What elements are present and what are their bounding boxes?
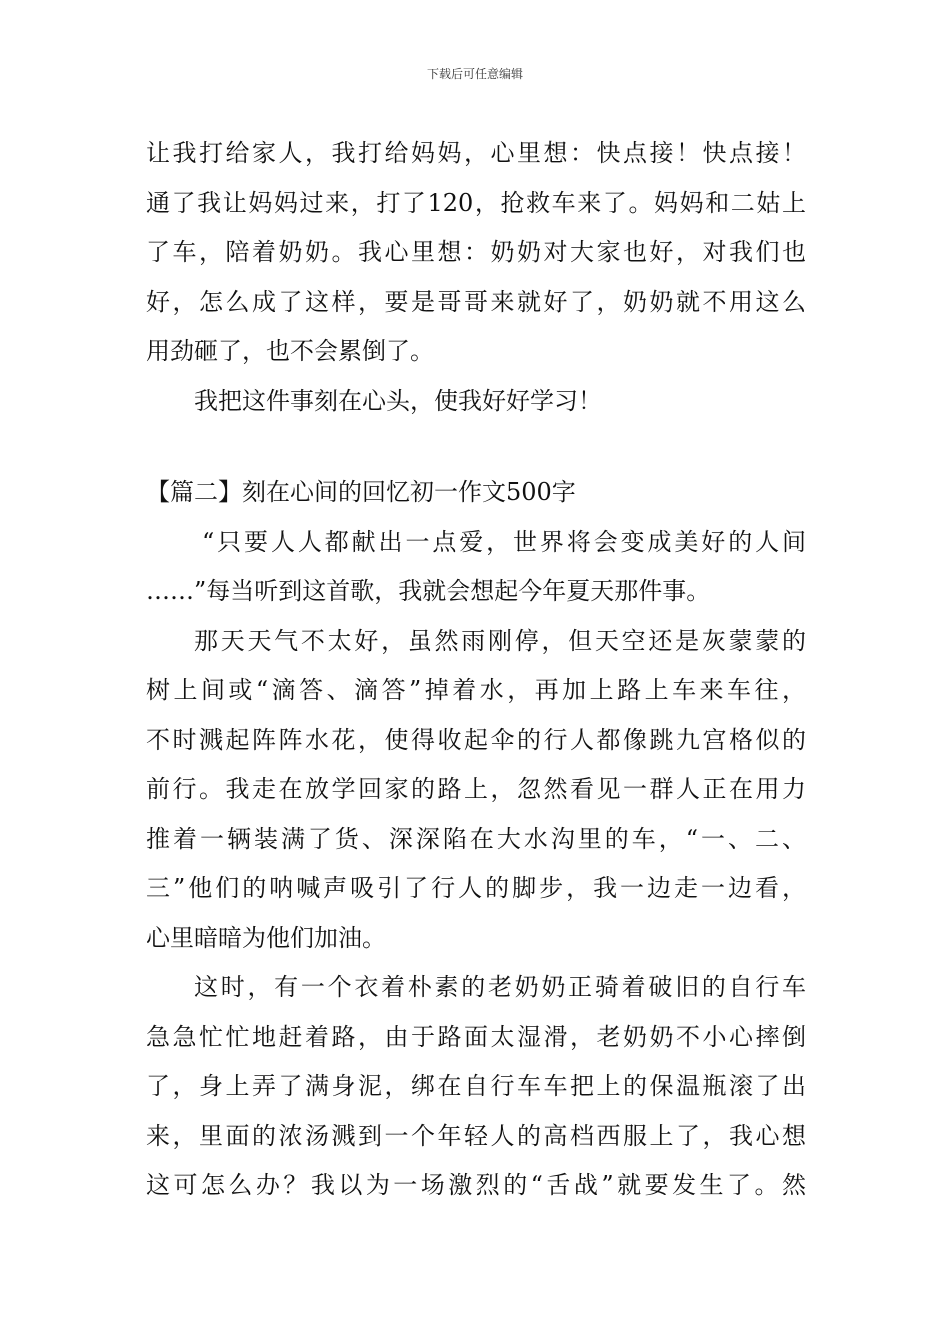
text-line: 不时溅起阵阵水花，使得收起伞的行人都像跳九宫格似的	[146, 725, 806, 754]
text-line: 这可怎么办？我以为一场激烈的“舌战”就要发生了。然	[146, 1171, 806, 1199]
paragraph	[146, 963, 806, 1211]
text-line: 前行。我走在放学回家的路上，忽然看见一群人正在用力	[146, 775, 806, 803]
text-line: 通了我让妈妈过来，打了120，抢救车来了。妈妈和二姑上	[146, 188, 806, 217]
text-line: 心里暗暗为他们加油。	[146, 923, 386, 952]
text-line: “只要人人都献出一点爱，世界将会变成美好的人间	[202, 527, 806, 556]
text-line: 三”他们的呐喊声吸引了行人的脚步，我一边走一边看，	[146, 874, 806, 902]
text-line: 用劲砸了，也不会累倒了。	[146, 337, 434, 365]
text-line: 了，身上弄了满身泥，绑在自行车车把上的保温瓶滚了出	[146, 1072, 806, 1100]
text-line: 我把这件事刻在心头，使我好好学习！	[194, 386, 602, 415]
text-line: 树上间或“滴答、滴答”掉着水，再加上路上车来车往，	[146, 676, 806, 704]
text-line: 急急忙忙地赶着路，由于路面太湿滑，老奶奶不小心摔倒	[146, 1022, 806, 1051]
document-body	[146, 129, 806, 1211]
paragraph	[146, 617, 806, 964]
text-line: ……”每当听到这首歌，我就会想起今年夏天那件事。	[146, 577, 711, 605]
text-line: 推着一辆装满了货、深深陷在大水沟里的车，“一、二、	[146, 824, 806, 853]
text-line: 了车，陪着奶奶。我心里想：奶奶对大家也好，对我们也	[146, 238, 806, 266]
section-title: 【篇二】刻在心间的回忆初一作文500字	[146, 478, 576, 506]
text-line: 那天天气不太好，虽然雨刚停，但天空还是灰蒙蒙的	[194, 626, 806, 655]
paragraph	[146, 518, 806, 617]
text-line: 这时，有一个衣着朴素的老奶奶正骑着破旧的自行车	[194, 973, 806, 1001]
text-line: 来，里面的浓汤溅到一个年轻人的高档西服上了，我心想	[146, 1121, 806, 1150]
text-line: 让我打给家人，我打给妈妈，心里想：快点接！快点接！	[146, 139, 806, 167]
paragraph	[146, 129, 806, 377]
page-header: 下载后可任意编辑	[426, 67, 523, 81]
text-line: 好，怎么成了这样，要是哥哥来就好了，奶奶就不用这么	[146, 287, 806, 316]
paragraph	[146, 377, 806, 427]
